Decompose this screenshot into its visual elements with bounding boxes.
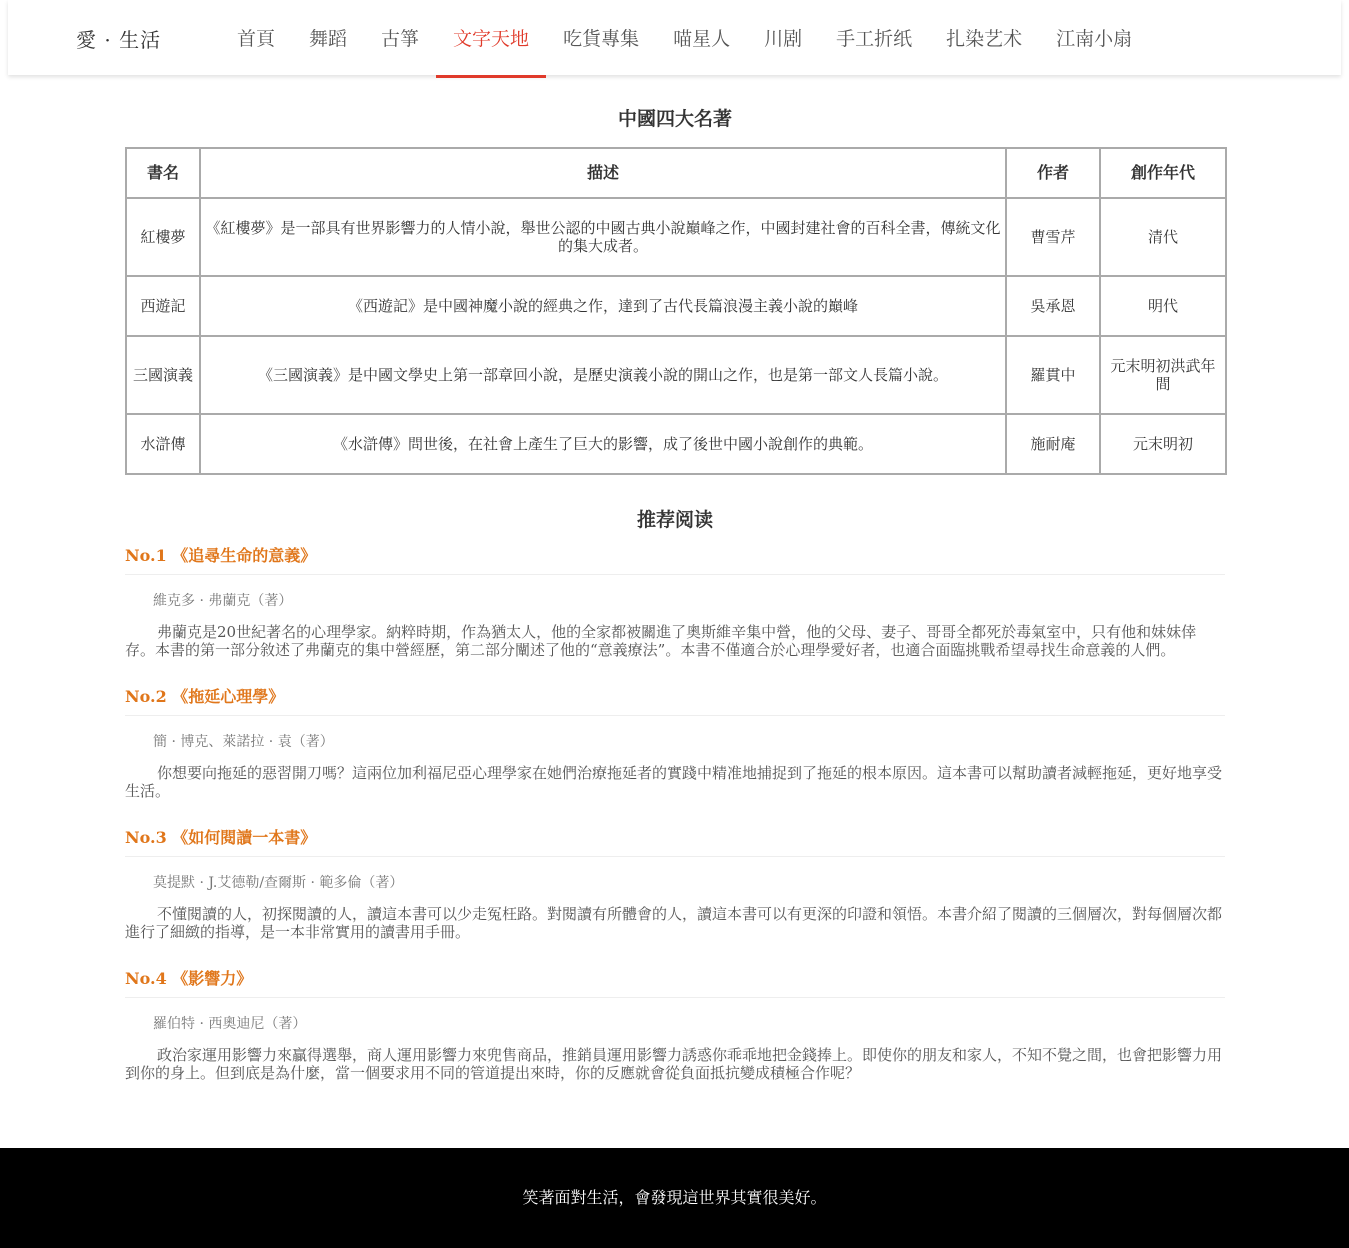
recommend-book-author: 莫提默 · J.艾德勒/查爾斯 · 範多倫（著） xyxy=(153,875,404,891)
nav-item-tie-dye[interactable]: 扎染艺术 xyxy=(946,28,1023,50)
cell-author: 吳承恩 xyxy=(1006,276,1100,336)
table-row xyxy=(126,276,1226,336)
nav-item-cats[interactable]: 喵星人 xyxy=(673,28,731,50)
header-description: 描述 xyxy=(200,148,1006,198)
cell-book-name: 西遊記 xyxy=(126,276,200,336)
cell-description: 《三國演義》是中國文學史上第一部章回小說，是歷史演義小說的開山之作，也是第一部文人長篇小說。 xyxy=(200,336,1006,414)
classics-title: 中國四大名著 xyxy=(617,108,732,130)
cell-book-name: 水滸傳 xyxy=(126,414,200,474)
nav-item-sichuan-opera[interactable]: 川剧 xyxy=(764,28,803,50)
cell-description: 《西遊記》是中國神魔小說的經典之作，達到了古代長篇浪漫主義小說的巔峰 xyxy=(200,276,1006,336)
recommend-book-title[interactable]: No.2 《拖延心理學》 xyxy=(125,679,1225,716)
recommend-book-title[interactable]: No.4 《影響力》 xyxy=(125,961,1225,998)
table-row xyxy=(126,414,1226,474)
nav-item-literature[interactable]: 文字天地 xyxy=(436,0,546,78)
table-row xyxy=(126,198,1226,276)
table-header-row xyxy=(126,148,1226,198)
recommend-book-description: 不懂閱讀的人，初探閱讀的人，讀這本書可以少走冤枉路。對閱讀有所體會的人，讀這本書可以有更深的印證和領悟。本書介紹了閱讀的三個層次，對每個層次都進行了細緻的指導，是一本非常實用的讀書用手冊。 xyxy=(125,905,1223,941)
site-header xyxy=(8,0,1341,75)
classics-table xyxy=(125,147,1227,475)
cell-description: 《紅樓夢》是一部具有世界影響力的人情小說，舉世公認的中國古典小說巔峰之作，中國封建社會的百科全書，傳統文化的集大成者。 xyxy=(200,198,1006,276)
nav-item-jiangnan-fan[interactable]: 江南小扇 xyxy=(1056,28,1133,50)
cell-description: 《水滸傳》問世後，在社會上產生了巨大的影響，成了後世中國小說創作的典範。 xyxy=(200,414,1006,474)
cell-book-name: 三國演義 xyxy=(126,336,200,414)
recommend-book-title[interactable]: No.3 《如何閱讀一本書》 xyxy=(125,820,1225,857)
recommend-item xyxy=(125,820,1225,941)
cell-author: 曹雪芹 xyxy=(1006,198,1100,276)
cell-book-name: 紅樓夢 xyxy=(126,198,200,276)
nav-item-foodie[interactable]: 吃貨專集 xyxy=(563,28,640,50)
recommend-item xyxy=(125,679,1225,800)
cell-author: 羅貫中 xyxy=(1006,336,1100,414)
header-book-name: 書名 xyxy=(126,148,200,198)
recommend-book-author: 簡 · 博克、萊諾拉 · 袁（著） xyxy=(153,734,334,750)
recommend-book-title[interactable]: No.1 《追尋生命的意義》 xyxy=(125,538,1225,575)
nav-item-origami[interactable]: 手工折纸 xyxy=(836,28,913,50)
recommend-title: 推荐阅读 xyxy=(636,509,713,531)
cell-era: 明代 xyxy=(1100,276,1226,336)
footer-text: 笑著面對生活，會發現這世界其實很美好。 xyxy=(522,1188,827,1207)
nav-item-dance[interactable]: 舞蹈 xyxy=(309,28,348,50)
cell-author: 施耐庵 xyxy=(1006,414,1100,474)
main-content xyxy=(125,76,1225,1082)
cell-era: 元末明初洪武年間 xyxy=(1100,336,1226,414)
main-nav xyxy=(220,0,1149,78)
recommend-item xyxy=(125,538,1225,659)
recommend-book-description: 弗蘭克是20世紀著名的心理學家。納粹時期，作為猶太人，他的全家都被關進了奧斯維辛集中營，他的父母、妻子、哥哥全都死於毒氣室中，只有他和妹妹倖存。本書的第一部分敘述了弗蘭克的集中營經歷，第二部分闡述了他的“意義療法”。本書不僅適合於心理學愛好者，也適合面臨挑戰希望尋找生命意義的人們。 xyxy=(125,623,1197,659)
site-footer xyxy=(0,1148,1349,1248)
recommend-book-author: 維克多 · 弗蘭克（著） xyxy=(153,593,293,609)
site-logo[interactable]: 愛 · 生活 xyxy=(76,28,162,52)
cell-era: 清代 xyxy=(1100,198,1226,276)
table-row xyxy=(126,336,1226,414)
cell-era: 元末明初 xyxy=(1100,414,1226,474)
nav-item-guzheng[interactable]: 古箏 xyxy=(381,28,420,50)
recommend-book-description: 政治家運用影響力來贏得選舉，商人運用影響力來兜售商品，推銷員運用影響力誘惑你乖乖地把金錢捧上。即使你的朋友和家人，不知不覺之間，也會把影響力用到你的身上。但到底是為什麼，當一個要求用不同的管道提出來時，你的反應就會從負面抵抗變成積極合作呢？ xyxy=(125,1046,1223,1082)
header-era: 創作年代 xyxy=(1100,148,1226,198)
recommend-book-description: 你想要向拖延的惡習開刀嗎？這兩位加利福尼亞心理學家在她們治療拖延者的實踐中精准地捕捉到了拖延的根本原因。這本書可以幫助讀者減輕拖延，更好地享受生活。 xyxy=(125,764,1223,800)
header-author: 作者 xyxy=(1006,148,1100,198)
recommend-book-author: 羅伯特 · 西奧迪尼（著） xyxy=(153,1016,307,1032)
nav-item-home[interactable]: 首頁 xyxy=(237,28,276,50)
recommend-item xyxy=(125,961,1225,1082)
